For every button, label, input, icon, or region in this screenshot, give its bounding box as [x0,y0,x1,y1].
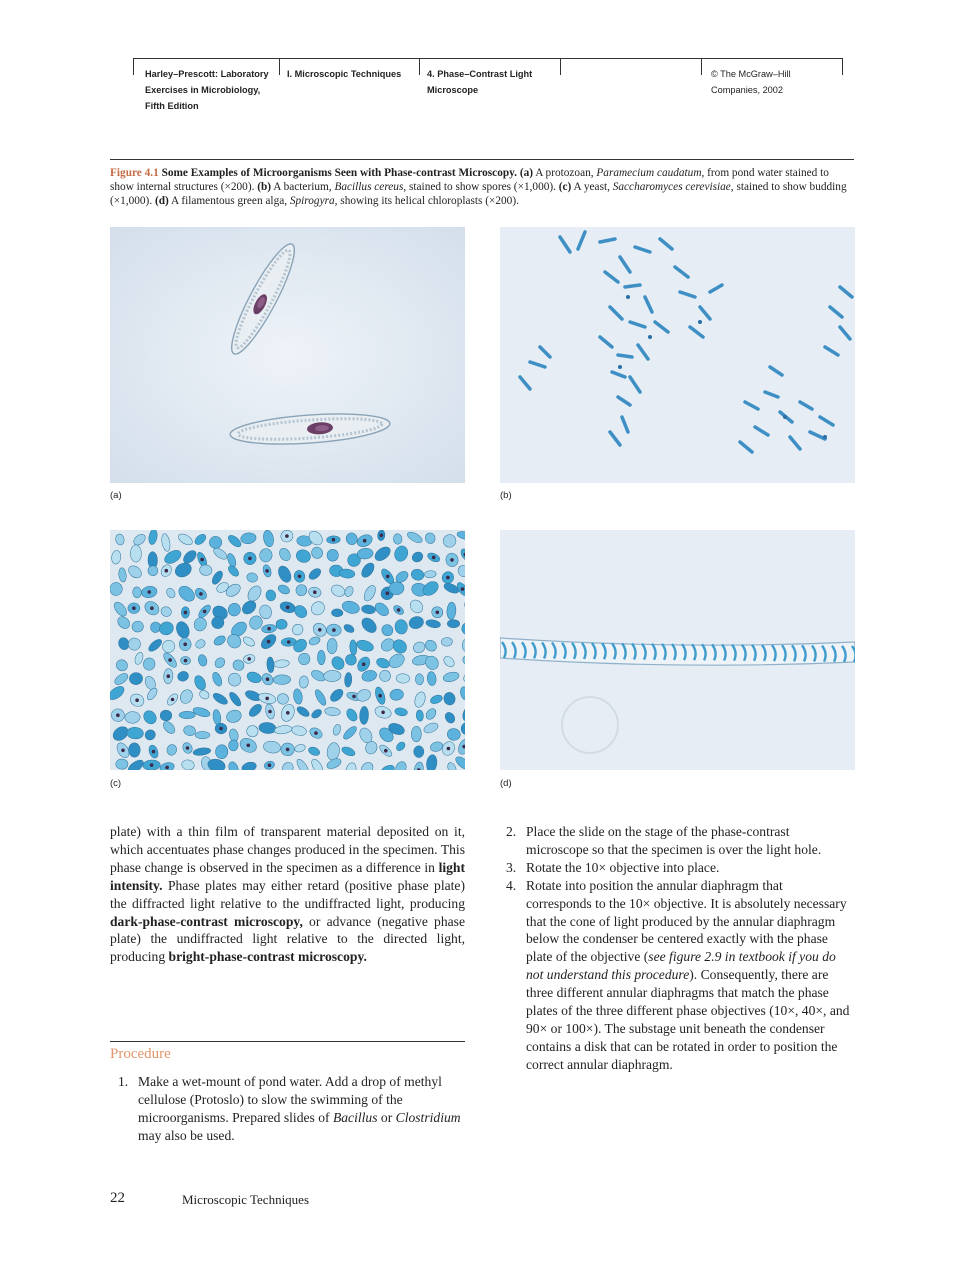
yeast-cell [276,619,288,629]
yeast-nucleus [186,746,190,750]
panel-label-c: (c) [110,778,122,789]
yeast-nucleus [165,569,169,573]
yeast-nucleus [397,608,401,612]
header-part: I. Microscopic Techniques [287,69,402,79]
yeast-cell [415,674,424,685]
yeast-nucleus [265,569,269,573]
caption-part-a: (a) A protozoan, Paramecium caudatum, from pond water stained to show internal structures (×200). [110,167,829,193]
yeast-cell [327,549,339,561]
micrograph-yeast [110,530,465,770]
yeast-nucleus [267,627,271,631]
micrograph-bacillus [500,227,855,483]
yeast-nucleus [121,749,125,753]
yeast-cell [215,744,228,758]
figure-number: Figure 4.1 [110,167,159,179]
yeast-nucleus [132,606,136,610]
yeast-nucleus [183,643,187,647]
yeast-nucleus [171,698,175,702]
yeast-cell [116,759,128,769]
caption-part-c: (c) A yeast, Saccharomyces cerevisiae, stained to show budding (×1,000). [110,180,847,207]
yeast-nucleus [432,556,436,560]
yeast-nucleus [248,557,252,561]
panel-label-a: (a) [110,490,122,501]
yeast-nucleus [386,592,390,596]
yeast-cell [414,746,424,758]
yeast-nucleus [447,747,451,751]
yeast-cell [393,534,402,545]
yeast-cell [110,582,123,595]
yeast-nucleus [450,558,454,562]
header-book-title: Harley–Prescott: Laboratory Exercises in Microbiology, Fifth Edition [145,69,269,111]
yeast-nucleus [267,640,271,644]
yeast-nucleus [265,697,269,701]
yeast-nucleus [286,606,290,610]
figure-title: Some Examples of Microorganisms Seen with Phase-contrast Microscopy. [161,167,517,179]
yeast-nucleus [152,750,156,754]
yeast-nucleus [314,731,318,735]
caption-part-b: (b) A bacterium, Bacillus cereus, stained to show spores (×1,000). [257,180,559,193]
yeast-nucleus [268,763,272,767]
yeast-nucleus [380,534,384,538]
yeast-nucleus [147,590,151,594]
yeast-nucleus [352,695,356,699]
yeast-cell [447,619,460,627]
yeast-nucleus [386,575,390,579]
yeast-nucleus [184,611,188,615]
yeast-nucleus [135,698,139,702]
caption-rule [110,159,854,160]
yeast-nucleus [332,628,336,632]
page-number: 22 [110,1190,125,1206]
figure-caption [110,167,854,208]
yeast-nucleus [203,610,207,614]
micrograph-spirogyra [500,530,855,770]
procedure-step: 4. Rotate into position the annular diaphragm that corresponds to the 10× objective. It is absolutely necessary that the cone of light produced by the annular diaphragm below the condenser be centered exactly with the phase plate of the objective (see figure 2.9 in textbook if you do not understand this procedure). Consequently, there are three different annular diaphragms that match the phase plates of the three different phase objectives (10×, 40×, and 90× or 100×). The substage unit beneath the condenser contains a disk that can be rotated in order to position the correct annular diaphragm. [506,877,850,1072]
footer-section: Microscopic Techniques [182,1192,310,1207]
yeast-nucleus [362,662,366,666]
yeast-cell [331,609,343,617]
yeast-nucleus [219,727,223,731]
yeast-nucleus [286,711,290,715]
yeast-cell [411,726,421,742]
caption-part-d: (d) A filamentous green alga, Spirogyra, showing its helical chloroplasts (×200). [154,194,519,207]
yeast-nucleus [150,606,154,610]
yeast-nucleus [266,677,270,681]
yeast-nucleus [116,713,120,717]
yeast-nucleus [287,640,291,644]
procedure-steps-right [506,823,851,1074]
yeast-nucleus [298,575,302,579]
body-paragraph: plate) with a thin film of transparent material deposited on it, which accentuates phase changes produced in the specimen. This phase change is observed in the specimen as a difference in light intensity. Phase plates may either retard (positive phase plate) the diffracted light relative to the undiffracted light, producing dark-phase-contrast microscopy, or advance (negative phase plate) the undiffracted light relative to the directed light, producing bright-phase-contrast microscopy. [110,824,465,965]
yeast-cell [195,731,210,738]
yeast-nucleus [167,674,171,678]
panel-label-d: (d) [500,778,512,789]
yeast-nucleus [384,749,388,753]
panel-label-b: (b) [500,490,512,501]
yeast-nucleus [286,748,290,752]
yeast-nucleus [378,694,382,698]
yeast-nucleus [461,587,465,591]
micrograph-paramecium [110,227,465,483]
yeast-nucleus [446,576,450,580]
yeast-nucleus [363,539,367,543]
yeast-cell [317,650,325,665]
procedure-rule [110,1041,465,1042]
yeast-cell [179,711,196,718]
procedure-steps-left [118,1073,466,1145]
yeast-nucleus [268,710,272,714]
procedure-step: 1. Make a wet-mount of pond water. Add a drop of methyl cellulose (Protoslo) to slow the swimming of the microorganisms. Prepared slides of Bacillus or Clostridium may also be used. [118,1074,461,1143]
yeast-cell [130,545,141,562]
header-chapter: 4. Phase–Contrast Light Microscope [427,69,533,95]
yeast-cell [160,710,172,721]
yeast-nucleus [318,628,322,632]
procedure-step: 2. Place the slide on the stage of the phase-contrast microscope so that the specimen is over the light hole. [506,824,822,857]
yeast-nucleus [199,592,203,596]
yeast-nucleus [200,558,204,562]
yeast-nucleus [332,538,336,542]
yeast-nucleus [247,744,251,748]
yeast-nucleus [184,659,188,663]
yeast-nucleus [247,657,251,661]
running-header [133,58,843,109]
yeast-nucleus [381,711,385,715]
header-copyright: © The McGraw–Hill Companies, 2002 [711,69,791,95]
yeast-cell [128,743,140,757]
yeast-nucleus [165,766,169,770]
procedure-step: 3. Rotate the 10× objective into place. [506,859,720,875]
yeast-nucleus [313,590,317,594]
yeast-nucleus [436,611,440,615]
yeast-nucleus [168,658,172,662]
yeast-nucleus [150,763,154,767]
yeast-nucleus [285,534,289,538]
procedure-heading: Procedure [110,1046,171,1062]
